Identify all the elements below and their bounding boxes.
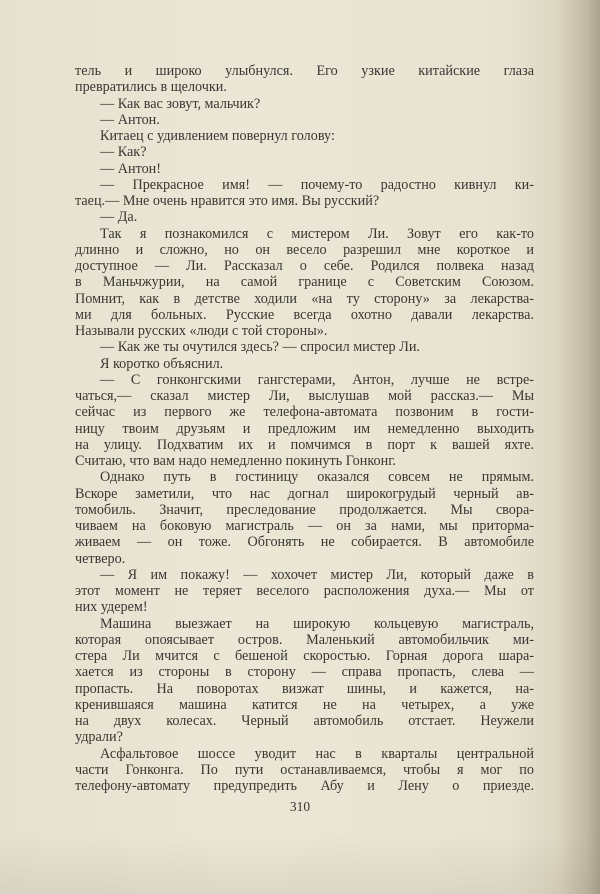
text-line: — С гонконгскими гангстерами, Антон, лучше не встре- — [100, 371, 534, 388]
body-text — [75, 63, 534, 794]
text-line: доступное — Ли. Рассказал о себе. Родился полвека назад — [75, 258, 534, 274]
text-line: томобиль. Значит, преследование продолжается. Мы свора- — [75, 501, 534, 518]
text-line: сейчас из первого же телефона-автомата позвоним в гости- — [75, 404, 534, 421]
text-line: части Гонконга. По пути останавливаемся, чтобы я мог по — [75, 761, 534, 778]
page-shadow — [0, 834, 600, 894]
text-line: них удерем! — [75, 599, 148, 616]
text-line: Однако путь в гостиницу оказался совсем не прямым. — [100, 469, 534, 486]
text-line: Называли русских «люди с той стороны». — [75, 323, 328, 339]
text-line: Машина выезжает на широкую кольцевую магистраль, — [100, 615, 534, 632]
text-line: Я коротко объяснил. — [100, 355, 224, 372]
text-line: — Как же ты очутился здесь? — спросил мистер Ли. — [100, 339, 420, 356]
text-line: удрали? — [75, 729, 123, 746]
page-number: 310 — [289, 799, 311, 814]
text-line: телефону-автомату предупредить Абу и Лену о приезде. — [75, 778, 534, 794]
text-line: Вскоре заметили, что нас догнал широкогрудый черный ав- — [75, 485, 534, 502]
text-line: — Прекрасное имя! — почему-то радостно кивнул ки- — [100, 176, 534, 193]
text-line: стера Ли мчится с бешеной скоростью. Горная дорога шара- — [75, 648, 534, 664]
text-line: ми для больных. Русские всегда охотно давали лекарства. — [75, 306, 534, 323]
text-line: которая опоясывает остров. Маленький автомобильчик ми- — [75, 631, 534, 648]
text-line: тель и широко улыбнулся. Его узкие китайские глаза — [75, 63, 534, 79]
text-line: Асфальтовое шоссе уводит нас в кварталы центральной — [100, 745, 534, 762]
text-line: — Я им покажу! — хохочет мистер Ли, который даже в — [100, 566, 534, 583]
text-line: — Как? — [100, 144, 147, 161]
text-line: этот момент не теряет веселого расположения духа.— Мы от — [75, 583, 534, 599]
text-line: четверо. — [75, 550, 126, 567]
text-line: пропасть. На поворотах визжат шины, и кажется, на- — [75, 680, 534, 697]
text-line: на улицу. Подхватим их и помчимся в порт к вашей яхте. — [75, 436, 534, 453]
text-line: чиваем на боковую магистраль — он за нами, мы приторма- — [75, 518, 534, 534]
text-line: живаем — он тоже. Обгонять не собирается. В автомобиле — [75, 534, 534, 551]
text-line: Китаец с удивлением повернул голову: — [100, 128, 335, 144]
text-line: ницу твоим друзьям и предложим им немедленно выходить — [75, 420, 534, 437]
text-line: в Маньчжурии, на самой границе с Советским Союзом. — [75, 274, 534, 291]
text-line: — Антон! — [100, 160, 161, 177]
text-line: Помнит, как в детстве ходили «на ту сторону» за лекарства- — [75, 290, 534, 307]
text-line: — Да. — [100, 209, 138, 226]
text-line: Так я познакомился с мистером Ли. Зовут его как-то — [100, 225, 534, 242]
text-line: Считаю, что вам надо немедленно покинуть Гонконг. — [75, 453, 396, 469]
text-line: — Антон. — [100, 111, 160, 128]
text-line: превратились в щелочки. — [75, 79, 227, 96]
text-line: кренившаяся машина катится не на четырех, а уже — [75, 696, 534, 713]
text-line: длинно и сложно, но он весело разрешил мне короткое и — [75, 241, 534, 258]
text-line: на двух колесах. Черный автомобиль отстает. Неужели — [75, 713, 534, 729]
text-line: хается из стороны в сторону — справа пропасть, слева — — [75, 664, 534, 681]
text-line: — Как вас зовут, мальчик? — [100, 95, 261, 112]
text-line: чаться,— сказал мистер Ли, выслушав мой рассказ.— Мы — [75, 388, 534, 404]
text-line: таец.— Мне очень нравится это имя. Вы русский? — [75, 193, 380, 209]
